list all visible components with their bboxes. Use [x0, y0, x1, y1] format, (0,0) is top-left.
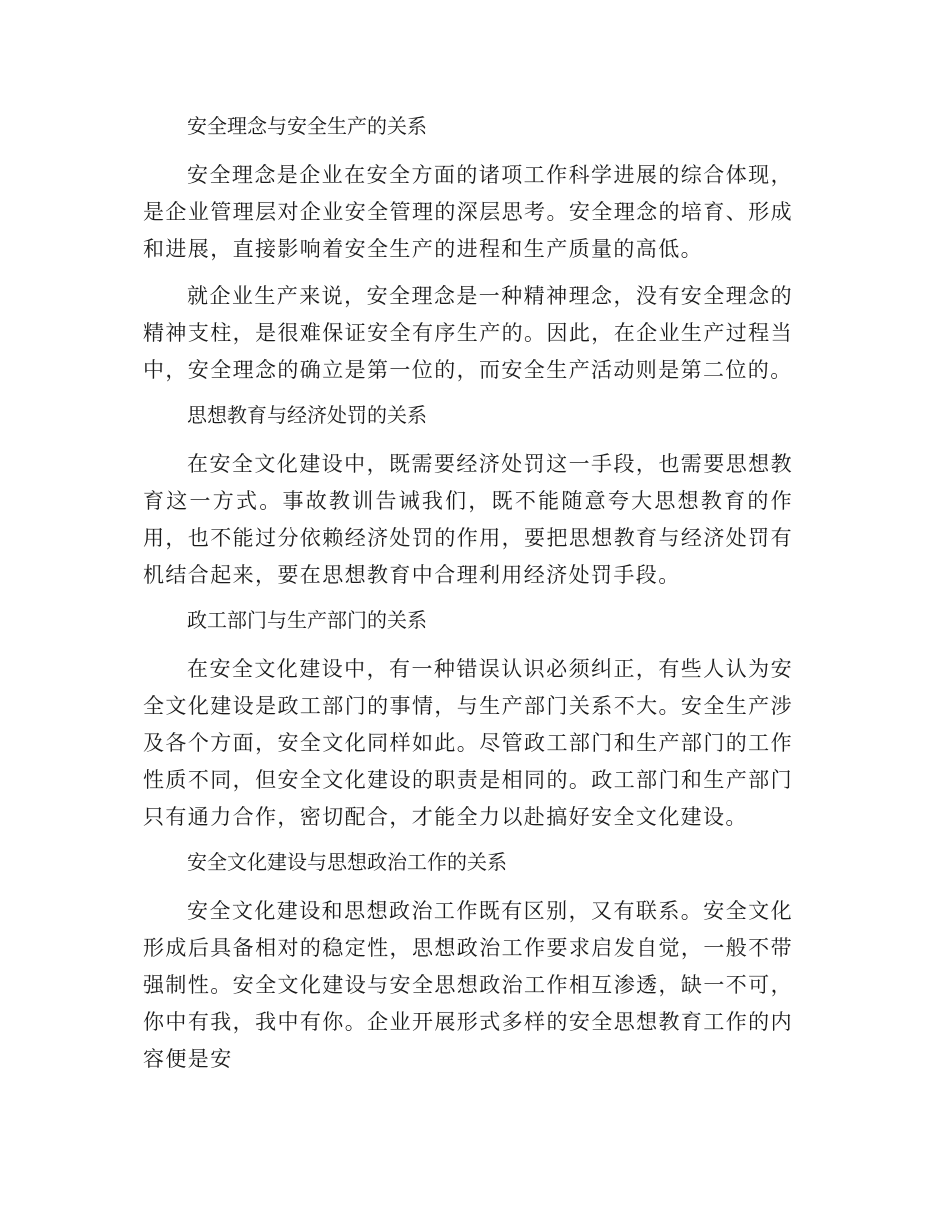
- section-heading-culture-political-work: 安全文化建设与思想政治工作的关系: [187, 850, 507, 874]
- section-heading-political-production: 政工部门与生产部门的关系: [187, 608, 427, 632]
- paragraph-education-penalty: 在安全文化建设中，既需要经济处罚这一手段，也需要思想教育这一方式。事故教训告诫我们，既不能随意夸大思想教育的作用，也不能过分依赖经济处罚的作用，要把思想教育与经济处罚有机结合起来，要在思想教育中合理利用经济处罚手段。: [143, 452, 793, 587]
- paragraph-culture-political-work: 安全文化建设和思想政治工作既有区别，又有联系。安全文化形成后具备相对的稳定性，思想政治工作要求启发自觉，一般不带强制性。安全文化建设与安全思想政治工作相互渗透，缺一不可，你中有我，我中有你。企业开展形式多样的安全思想教育工作的内容便是安: [143, 899, 793, 1071]
- paragraph-safety-concept-2: 就企业生产来说，安全理念是一种精神理念，没有安全理念的精神支柱，是很难保证安全有序生产的。因此，在企业生产过程当中，安全理念的确立是第一位的，而安全生产活动则是第二位的。: [143, 284, 793, 382]
- paragraph-safety-concept-1: 安全理念是企业在安全方面的诸项工作科学进展的综合体现，是企业管理层对企业安全管理的深层思考。安全理念的培育、形成和进展，直接影响着安全生产的进程和生产质量的高低。: [143, 163, 793, 261]
- paragraph-political-production: 在安全文化建设中，有一种错误认识必须纠正，有些人认为安全文化建设是政工部门的事情，与生产部门关系不大。安全生产涉及各个方面，安全文化同样如此。尽管政工部门和生产部门的工作性质不同，但安全文化建设的职责是相同的。政工部门和生产部门只有通力合作，密切配合，才能全力以赴搞好安全文化建设。: [143, 657, 793, 829]
- section-heading-safety-concept: 安全理念与安全生产的关系: [187, 114, 427, 138]
- section-heading-education-penalty: 思想教育与经济处罚的关系: [187, 403, 427, 427]
- document-body: [143, 110, 793, 1088]
